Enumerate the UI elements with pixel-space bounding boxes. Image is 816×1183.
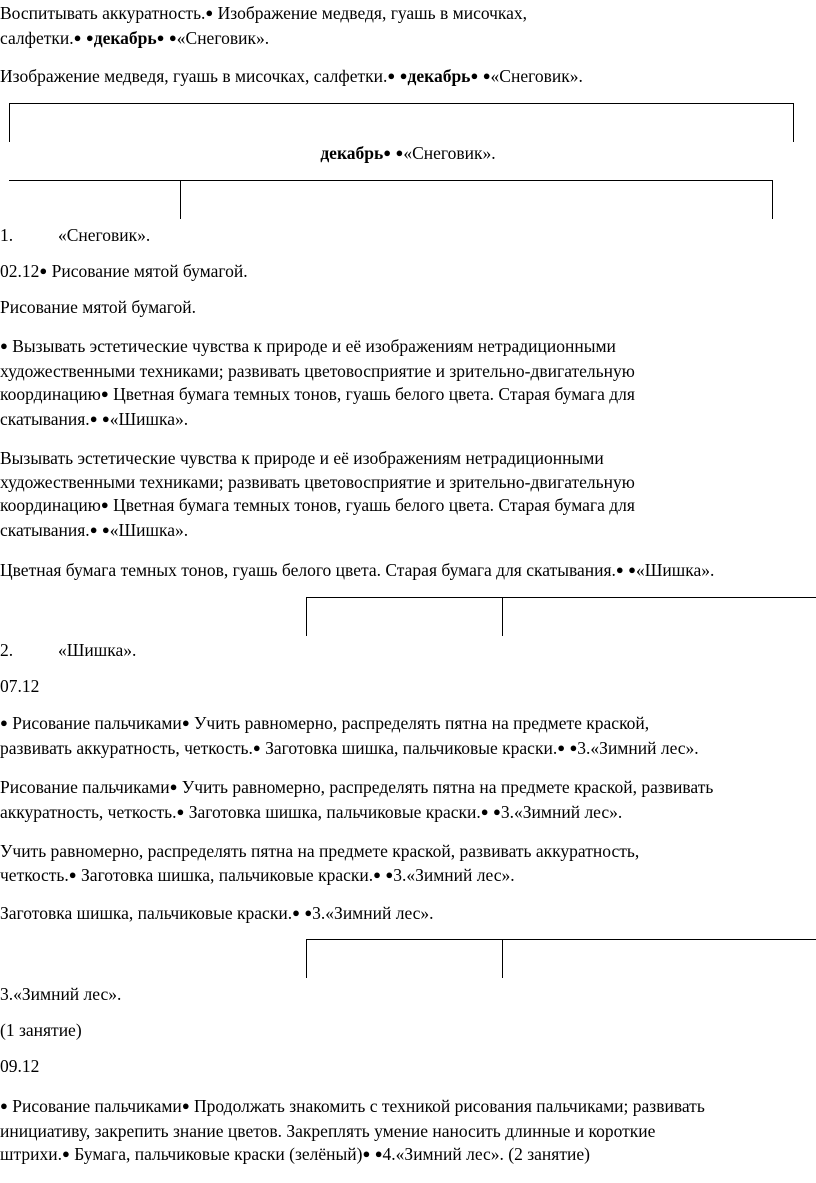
bullet-icon: ● xyxy=(0,338,8,353)
bullet-icon: ● xyxy=(399,68,408,83)
bullet-icon: ● xyxy=(482,68,491,83)
table-border xyxy=(306,597,307,636)
paragraph-17: ● Рисование пальчиками● Продолжать знакомить с техникой рисования пальчиками; развивать инициативу, закрепить знание цветов. Закреплять умение наносить длинные и короткие штрихи.● Бумага, пальчиковые краски (зелёный)● ●4.«Зимний лес». (2 занятие) xyxy=(0,1096,705,1164)
paragraph-13: Заготовка шишка, пальчиковые краски.● ●3.«Зимний лес». xyxy=(0,903,434,923)
bullet-icon: ● xyxy=(101,410,110,426)
bullet-icon: ● xyxy=(89,410,98,426)
bullet-icon: ● xyxy=(374,1146,383,1161)
paragraph-1: Воспитывать аккуратность.● Изображение медведя, гуашь в мисочках, салфетки.● ●декабрь● ●«Снеговик». xyxy=(0,3,528,48)
table-border xyxy=(793,103,794,142)
bullet-icon: ● xyxy=(470,68,479,83)
paragraph-date: 07.12 xyxy=(0,676,40,696)
bullet-icon: ● xyxy=(385,866,394,882)
paragraph-7: Вызывать эстетические чувства к природе и её изображениям нетрадиционными художественными техниками; развивать цветовосприятие и зрительно-двигательную координацию● Цветная бумага темных тонов, гуашь белого цвета. Старая бумага для скатывания.● ●«Шишка». xyxy=(0,448,635,540)
bullet-icon: ● xyxy=(101,521,110,537)
bullet-icon: ● xyxy=(480,803,489,819)
table-border xyxy=(306,597,816,598)
paragraph-date: 09.12 xyxy=(0,1056,40,1076)
bullet-icon: ● xyxy=(181,1098,190,1113)
paragraph-12: Учить равномерно, распределять пятна на предмете краской, развивать аккуратность, четкость.● Заготовка шишка, пальчиковые краски.● ●3.«Зимний лес». xyxy=(0,841,640,885)
paragraph-2: Изображение медведя, гуашь в мисочках, салфетки.● ●декабрь● ●«Снеговик». xyxy=(0,66,583,86)
table-border xyxy=(9,103,10,142)
bullet-icon: ● xyxy=(557,739,566,755)
paragraph-lesson: (1 занятие) xyxy=(0,1020,82,1040)
centered-heading: декабрь● ●«Снеговик». xyxy=(320,143,496,163)
bullet-icon: ● xyxy=(292,905,300,920)
bullet-icon: ● xyxy=(0,715,8,730)
paragraph-10: ● Рисование пальчиками● Учить равномерно, распределять пятна на предмете краской, развивать аккуратность, четкость.● Заготовка шишка, пальчиковые краски.● ●3.«Зимний лес». xyxy=(0,713,699,758)
bullet-icon: ● xyxy=(0,1098,8,1113)
bullet-icon: ● xyxy=(73,29,82,45)
bullet-icon: ● xyxy=(68,866,77,882)
bullet-icon: ● xyxy=(373,866,381,882)
bullet-icon: ● xyxy=(362,1146,371,1161)
bullet-icon: ● xyxy=(100,497,109,512)
paragraph-technique: Рисование мятой бумагой. xyxy=(0,297,197,317)
table-border xyxy=(502,939,503,978)
table-border xyxy=(306,939,816,940)
bullet-icon: ● xyxy=(89,521,98,537)
bullet-icon: ● xyxy=(156,29,165,45)
list-item: 1. «Снеговик». xyxy=(0,225,151,245)
bullet-icon: ● xyxy=(168,29,177,45)
bullet-icon: ● xyxy=(252,739,261,755)
table-border xyxy=(772,180,773,219)
table-border xyxy=(9,103,794,104)
bullet-icon: ● xyxy=(181,715,190,730)
bullet-icon: ● xyxy=(304,905,313,920)
bullet-icon: ● xyxy=(85,29,94,45)
table-border xyxy=(180,180,181,219)
paragraph-title: 3.«Зимний лес». xyxy=(0,984,122,1004)
bullet-icon: ● xyxy=(176,803,185,819)
paragraph-6: ● Вызывать эстетические чувства к природе и её изображениям нетрадиционными художественными техниками; развивать цветовосприятие и зрительно-двигательную координацию● Цветная бумага темных тонов, гуашь белого цвета. Старая бумага для скатывания.● ●«Шишка». xyxy=(0,336,635,429)
bullet-icon: ● xyxy=(569,739,578,755)
bullet-icon: ● xyxy=(383,145,392,160)
paragraph-8: Цветная бумага темных тонов, гуашь белого цвета. Старая бумага для скатывания.● ●«Шишка». xyxy=(0,560,715,580)
table-border xyxy=(306,939,307,978)
bullet-icon: ● xyxy=(615,562,624,577)
bullet-icon: ● xyxy=(493,803,501,819)
bullet-icon: ● xyxy=(61,1146,70,1161)
bullet-icon: ● xyxy=(100,386,109,401)
bullet-icon: ● xyxy=(628,562,637,577)
paragraph-11: Рисование пальчиками● Учить равномерно, распределять пятна на предмете краской, развивать аккуратность, четкость.● Заготовка шишка, пальчиковые краски.● ●3.«Зимний лес». xyxy=(0,777,714,822)
table-border xyxy=(502,597,503,636)
bullet-icon: ● xyxy=(205,5,214,20)
paragraph-date: 02.12● Рисование мятой бумагой. xyxy=(0,261,248,281)
list-item: 2. «Шишка». xyxy=(0,640,137,660)
table-border xyxy=(9,180,773,181)
bullet-icon: ● xyxy=(169,779,178,794)
bullet-icon: ● xyxy=(395,145,404,160)
bullet-icon: ● xyxy=(387,68,396,83)
bullet-icon: ● xyxy=(39,263,48,278)
